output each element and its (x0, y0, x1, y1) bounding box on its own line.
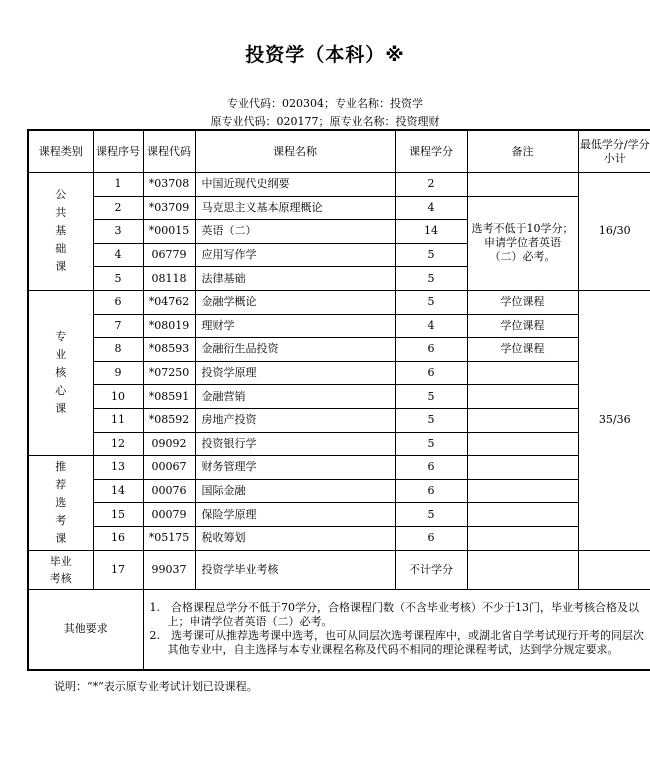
category-label: 专业核心课 (55, 330, 67, 416)
course-credit: 5 (395, 290, 467, 314)
course-seq: 5 (93, 267, 143, 291)
course-row (28, 503, 650, 527)
course-note: 学位课程 (467, 314, 578, 338)
course-credit: 14 (395, 220, 467, 244)
course-code: 00079 (143, 503, 195, 527)
course-credit: 5 (395, 267, 467, 291)
course-note (467, 526, 578, 550)
course-credit: 6 (395, 526, 467, 550)
course-name: 投资学原理 (195, 361, 395, 385)
course-code: 00076 (143, 479, 195, 503)
subtotal-cell: 35/36 (578, 290, 650, 550)
course-seq: 7 (93, 314, 143, 338)
course-code: 99037 (143, 550, 195, 589)
course-note (467, 408, 578, 432)
course-code: *03708 (143, 173, 195, 197)
course-credit: 5 (395, 385, 467, 409)
category-cell (28, 456, 93, 550)
course-row (28, 408, 650, 432)
footnote: 说明：“*”表示原专业考试计划已设课程。 (54, 680, 258, 693)
course-row (28, 196, 650, 220)
course-code: *03709 (143, 196, 195, 220)
course-row (28, 173, 650, 197)
course-row (28, 479, 650, 503)
course-name: 英语（二） (195, 220, 395, 244)
major-code-line: 专业代码：020304；专业名称：投资学 (227, 97, 423, 110)
course-plan-table (27, 129, 650, 671)
course-seq: 17 (93, 550, 143, 589)
course-name: 马克思主义基本原理概论 (195, 196, 395, 220)
course-name: 金融营销 (195, 385, 395, 409)
course-seq: 16 (93, 526, 143, 550)
course-seq: 14 (93, 479, 143, 503)
header-credit: 课程学分 (395, 130, 467, 173)
course-note (467, 173, 578, 197)
course-name: 中国近现代史纲要 (195, 173, 395, 197)
header-code: 课程代码 (143, 130, 195, 173)
subtotal-cell (578, 550, 650, 589)
course-seq: 6 (93, 290, 143, 314)
course-note (467, 361, 578, 385)
course-credit: 6 (395, 361, 467, 385)
other-requirements-label: 其他要求 (28, 589, 143, 670)
course-row (28, 456, 650, 480)
course-note: 学位课程 (467, 290, 578, 314)
course-code: *04762 (143, 290, 195, 314)
graduation-row (28, 550, 650, 589)
course-code: 08118 (143, 267, 195, 291)
course-name: 保险学原理 (195, 503, 395, 527)
course-row (28, 290, 650, 314)
course-seq: 4 (93, 243, 143, 267)
course-credit: 5 (395, 243, 467, 267)
category-cell (28, 290, 93, 455)
category-cell (28, 550, 93, 589)
course-note (467, 432, 578, 456)
course-name: 投资银行学 (195, 432, 395, 456)
course-code: 00067 (143, 456, 195, 480)
category-label: 毕业考核 (49, 554, 72, 585)
category-label: 推荐选考课 (55, 459, 67, 545)
course-name: 税收筹划 (195, 526, 395, 550)
course-code: *05175 (143, 526, 195, 550)
course-name: 国际金融 (195, 479, 395, 503)
course-name: 法律基础 (195, 267, 395, 291)
header-name: 课程名称 (195, 130, 395, 173)
course-row (28, 385, 650, 409)
course-name: 应用写作学 (195, 243, 395, 267)
course-seq: 12 (93, 432, 143, 456)
header-seq: 课程序号 (93, 130, 143, 173)
course-credit: 5 (395, 408, 467, 432)
former-major-code-line: 原专业代码：020177；原专业名称：投资理财 (210, 115, 440, 128)
course-seq: 2 (93, 196, 143, 220)
course-note (467, 479, 578, 503)
course-row (28, 338, 650, 362)
course-row (28, 314, 650, 338)
group-note: 选考不低于10学分；申请学位者英语（二）必考。 (467, 196, 578, 290)
requirement-item: 2. 选考课可从推荐选考课中选考，也可从同层次选考课程库中，或湖北省自学考试现行开考的同层次其他专业中，自主选择与本专业课程名称及代码不相同的理论课程考试，达到学分规定要求。 (149, 629, 644, 656)
header-category: 课程类别 (28, 130, 93, 173)
header-min-credit: 最低学分/学分小计 (578, 130, 650, 173)
course-credit: 6 (395, 338, 467, 362)
course-note (467, 456, 578, 480)
course-note (467, 503, 578, 527)
course-code: 06779 (143, 243, 195, 267)
course-credit: 4 (395, 196, 467, 220)
course-code: *08591 (143, 385, 195, 409)
course-code: *00015 (143, 220, 195, 244)
course-row (28, 361, 650, 385)
header-note: 备注 (467, 130, 578, 173)
course-credit: 4 (395, 314, 467, 338)
course-name: 金融学概论 (195, 290, 395, 314)
course-row (28, 526, 650, 550)
course-name: 房地产投资 (195, 408, 395, 432)
course-seq: 9 (93, 361, 143, 385)
course-seq: 3 (93, 220, 143, 244)
course-credit: 5 (395, 432, 467, 456)
course-credit: 6 (395, 479, 467, 503)
subtotal-cell: 16/30 (578, 173, 650, 291)
course-code: *08593 (143, 338, 195, 362)
category-cell (28, 173, 93, 291)
course-name: 投资学毕业考核 (195, 550, 395, 589)
requirement-item: 1. 合格课程总学分不低于70学分，合格课程门数（不含毕业考核）不少于13门，毕业考核合格及以上；申请学位者英语（二）必考。 (149, 601, 639, 628)
course-credit: 2 (395, 173, 467, 197)
other-requirements-row (28, 589, 650, 670)
course-note: 学位课程 (467, 338, 578, 362)
course-code: 09092 (143, 432, 195, 456)
course-code: *07250 (143, 361, 195, 385)
page-title: 投资学（本科）※ (245, 44, 405, 66)
course-name: 金融衍生品投资 (195, 338, 395, 362)
course-note (467, 550, 578, 589)
course-note (467, 385, 578, 409)
header-row (28, 130, 650, 173)
course-seq: 10 (93, 385, 143, 409)
course-seq: 13 (93, 456, 143, 480)
course-name: 理财学 (195, 314, 395, 338)
course-credit: 5 (395, 503, 467, 527)
course-seq: 11 (93, 408, 143, 432)
course-credit: 不计学分 (395, 550, 467, 589)
course-row (28, 432, 650, 456)
course-seq: 8 (93, 338, 143, 362)
course-code: *08019 (143, 314, 195, 338)
course-seq: 15 (93, 503, 143, 527)
other-requirements-content (143, 589, 650, 670)
course-credit: 6 (395, 456, 467, 480)
course-name: 财务管理学 (195, 456, 395, 480)
course-seq: 1 (93, 173, 143, 197)
category-label: 公共基础课 (55, 188, 67, 274)
course-code: *08592 (143, 408, 195, 432)
